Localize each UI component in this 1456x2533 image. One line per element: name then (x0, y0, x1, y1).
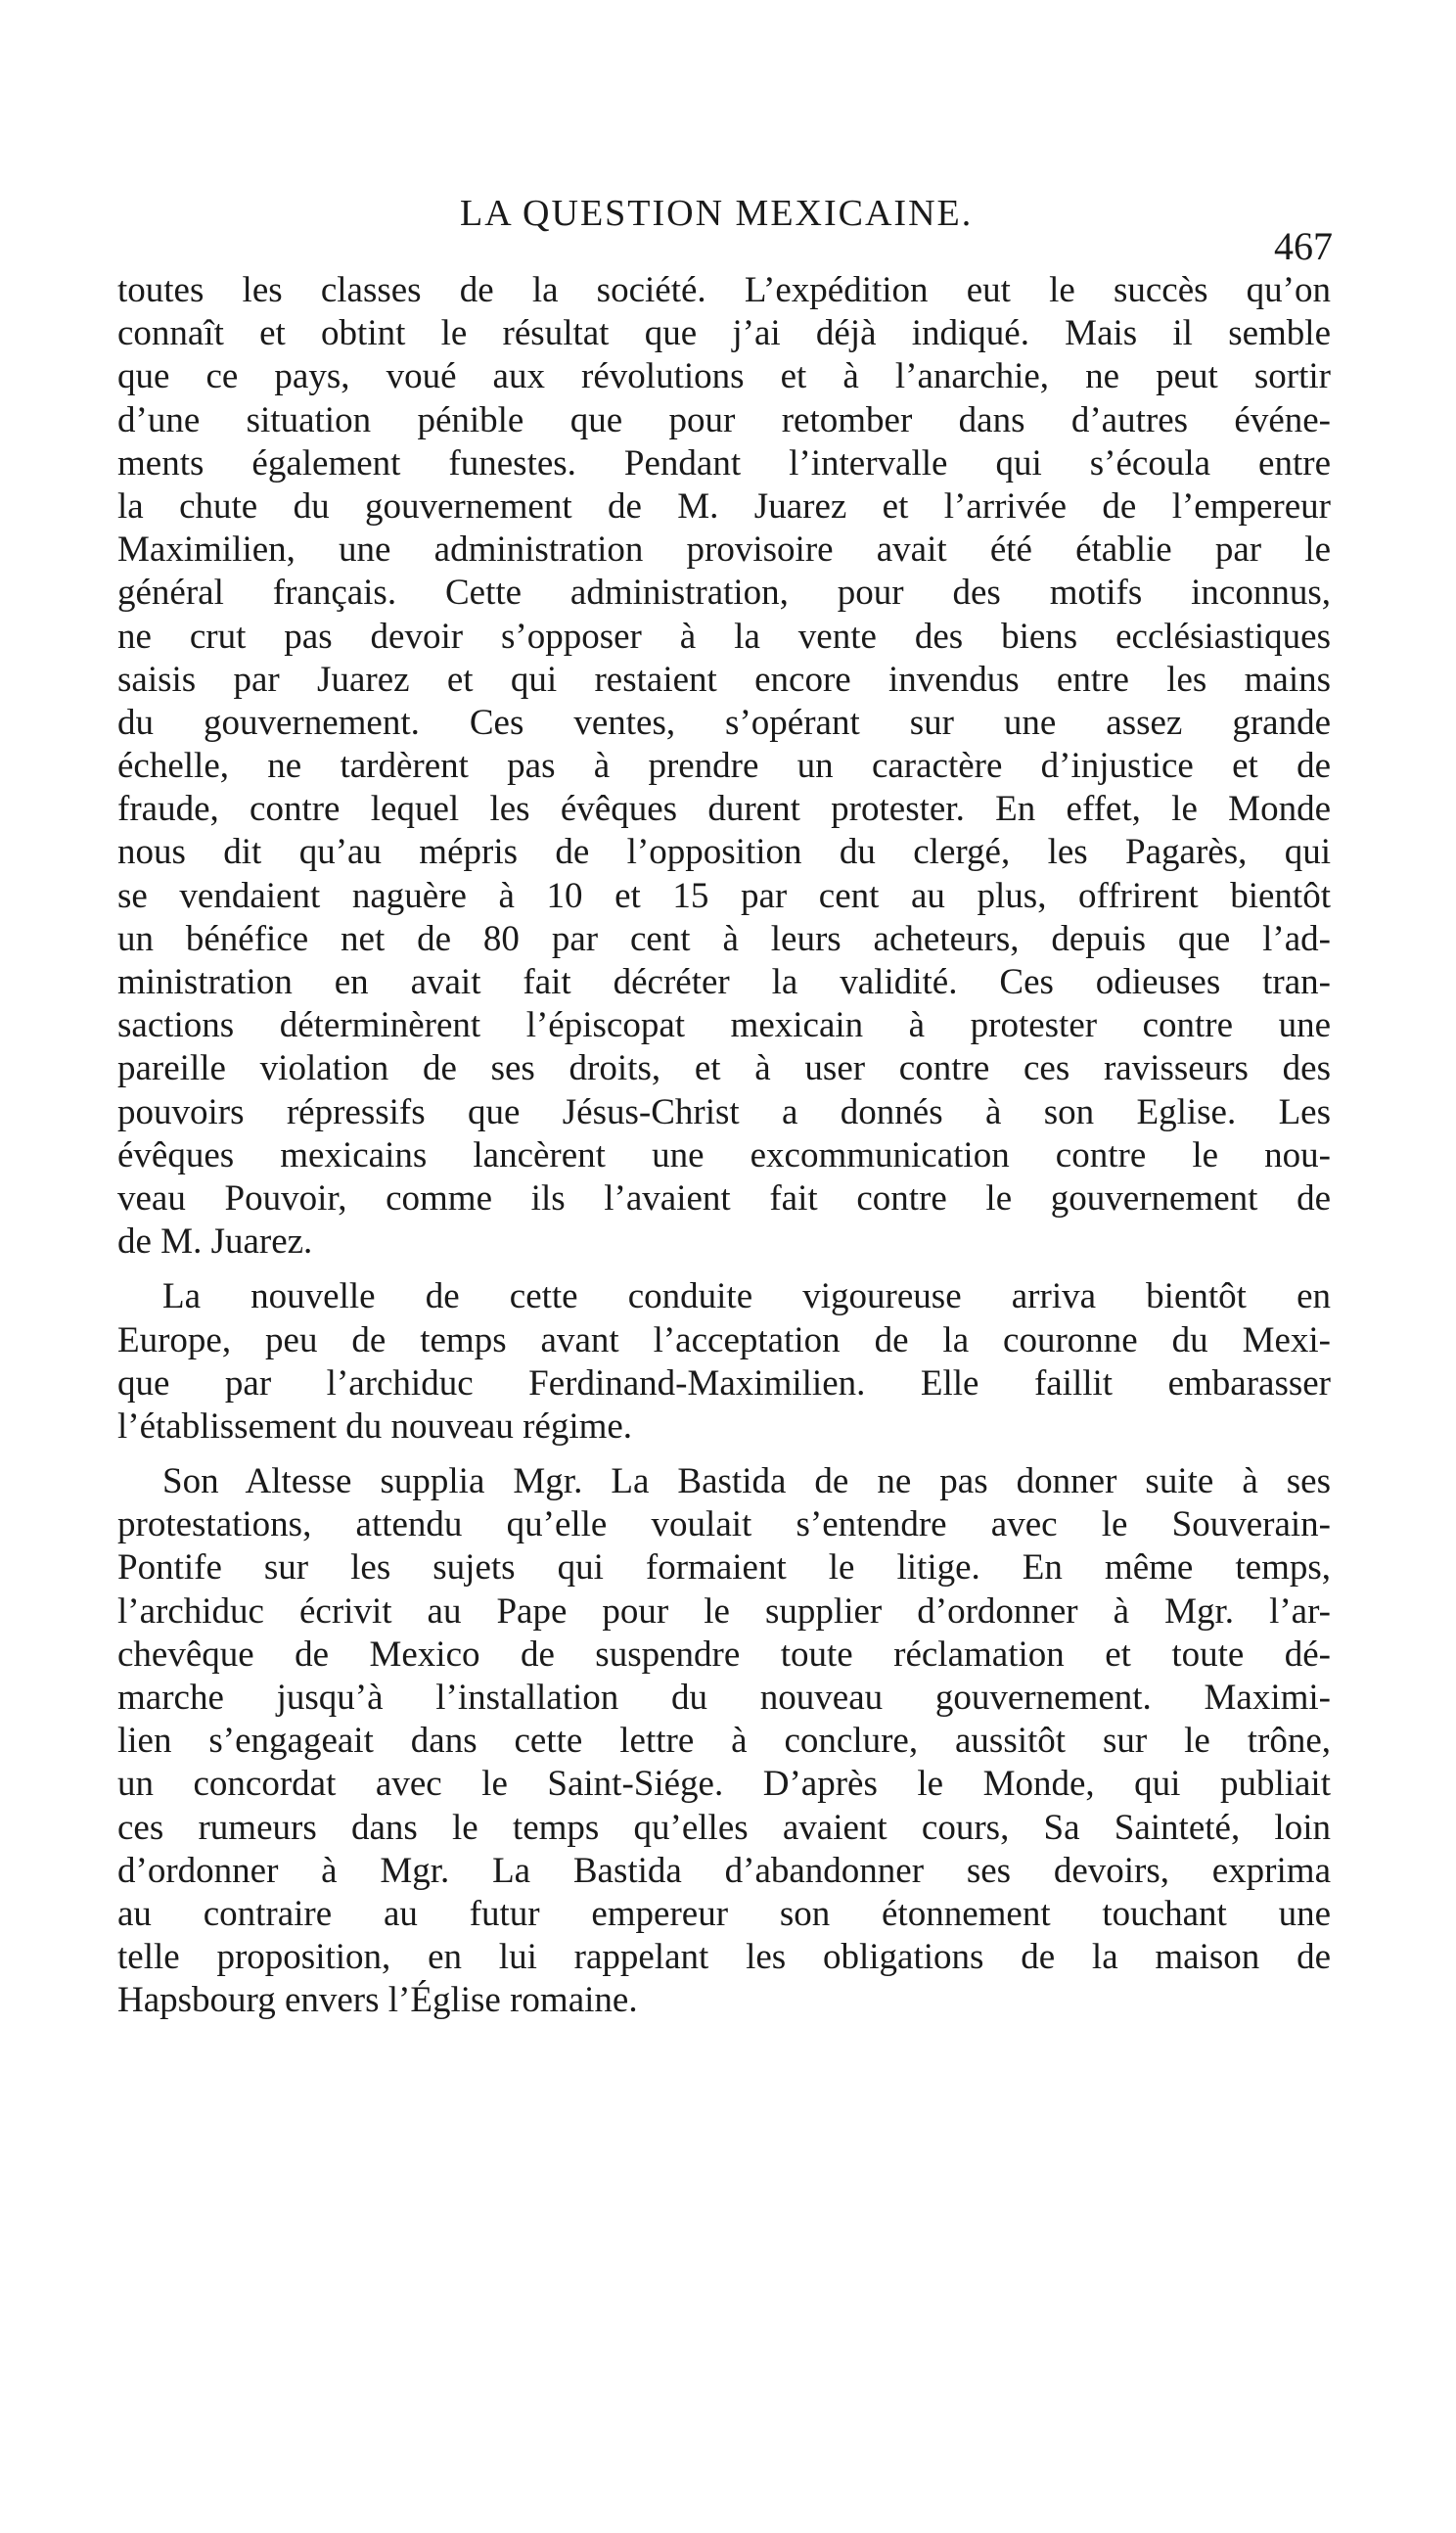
text-line: l’établissement du nouveau régime. (117, 1405, 633, 1447)
text-line: veau Pouvoir, comme ils l’avaient fait contre le gouvernement de (117, 1177, 1331, 1219)
text-line: évêques mexicains lancèrent une excommunication contre le nou- (117, 1134, 1331, 1175)
text-line: ces rumeurs dans le temps qu’elles avaient cours, Sa Sainteté, loin (117, 1807, 1331, 1848)
body-text (117, 269, 1331, 2023)
text-line: que ce pays, voué aux révolutions et à l’anarchie, ne peut sortir (117, 356, 1331, 397)
text-line: ministration en avait fait décréter la validité. Ces odieuses tran- (117, 962, 1331, 1002)
text-line: un bénéfice net de 80 par cent à leurs acheteurs, depuis que l’ad- (117, 918, 1331, 959)
text-line: général français. Cette administration, pour des motifs inconnus, (117, 573, 1331, 614)
text-line: Hapsbourg envers l’Église romaine. (117, 1980, 638, 2021)
paragraph-3 (117, 1460, 1331, 2022)
text-line: pareille violation de ses droits, et à user contre ces ravisseurs des (117, 1048, 1331, 1089)
text-line: saisis par Juarez et qui restaient encore invendus entre les mains (117, 659, 1331, 700)
text-line: au contraire au futur empereur son étonnement touchant une (117, 1893, 1331, 1934)
text-line: un concordat avec le Saint-Siége. D’après le Monde, qui publiait (117, 1764, 1331, 1805)
text-line: du gouvernement. Ces ventes, s’opérant sur une assez grande (117, 702, 1331, 743)
text-line: pouvoirs répressifs que Jésus-Christ a donnés à son Eglise. Les (117, 1091, 1331, 1132)
text-line: la chute du gouvernement de M. Juarez et l’arrivée de l’empereur (117, 485, 1331, 527)
text-line: fraude, contre lequel les évêques durent protester. En effet, le Monde (117, 789, 1331, 830)
text-line: nous dit qu’au mépris de l’opposition du clergé, les Pagarès, qui (117, 832, 1331, 873)
text-line: marche jusqu’à l’installation du nouveau gouvernement. Maximi- (117, 1678, 1331, 1718)
text-line: l’archiduc écrivit au Pape pour le supplier d’ordonner à Mgr. l’ar- (117, 1590, 1331, 1632)
text-line: que par l’archiduc Ferdinand-Maximilien. Elle faillit embarasser (117, 1362, 1331, 1404)
text-line: chevêque de Mexico de suspendre toute réclamation et toute dé- (117, 1634, 1331, 1675)
text-line: telle proposition, en lui rappelant les obligations de la maison de (117, 1937, 1331, 1978)
text-line: se vendaient naguère à 10 et 15 par cent au plus, offrirent bientôt (117, 875, 1331, 916)
text-line: ments également funestes. Pendant l’intervalle qui s’écoula entre (117, 442, 1331, 484)
text-line: de M. Juarez. (117, 1221, 313, 1263)
text-line: Europe, peu de temps avant l’acceptation de la couronne du Mexi- (117, 1319, 1331, 1360)
running-title: LA QUESTION MEXICAINE. (460, 193, 974, 234)
text-line: Pontife sur les sujets qui formaient le litige. En même temps, (117, 1547, 1331, 1589)
paragraph-1 (117, 269, 1331, 1264)
text-line: sactions déterminèrent l’épiscopat mexicain à protester contre une (117, 1005, 1331, 1046)
paragraph-2 (117, 1275, 1331, 1449)
text-line: protestations, attendu qu’elle voulait s’entendre avec le Souverain- (117, 1504, 1331, 1545)
text-line: lien s’engageait dans cette lettre à conclure, aussitôt sur le trône, (117, 1721, 1331, 1762)
text-line: d’une situation pénible que pour retomber dans d’autres événe- (117, 399, 1331, 440)
text-line: La nouvelle de cette conduite vigoureuse arriva bientôt en (162, 1276, 1331, 1317)
text-line: toutes les classes de la société. L’expédition eut le succès qu’on (117, 270, 1331, 310)
text-line: connaît et obtint le résultat que j’ai déjà indiqué. Mais il semble (117, 313, 1331, 354)
text-line: Son Altesse supplia Mgr. La Bastida de ne pas donner suite à ses (162, 1461, 1331, 1502)
page-number: 467 (1274, 224, 1333, 268)
text-line: Maximilien, une administration provisoire avait été établie par le (117, 530, 1331, 571)
text-line: échelle, ne tardèrent pas à prendre un caractère d’injustice et de (117, 746, 1331, 787)
text-line: ne crut pas devoir s’opposer à la vente des biens ecclésiastiques (117, 616, 1331, 657)
text-line: d’ordonner à Mgr. La Bastida d’abandonner ses devoirs, exprima (117, 1850, 1331, 1891)
